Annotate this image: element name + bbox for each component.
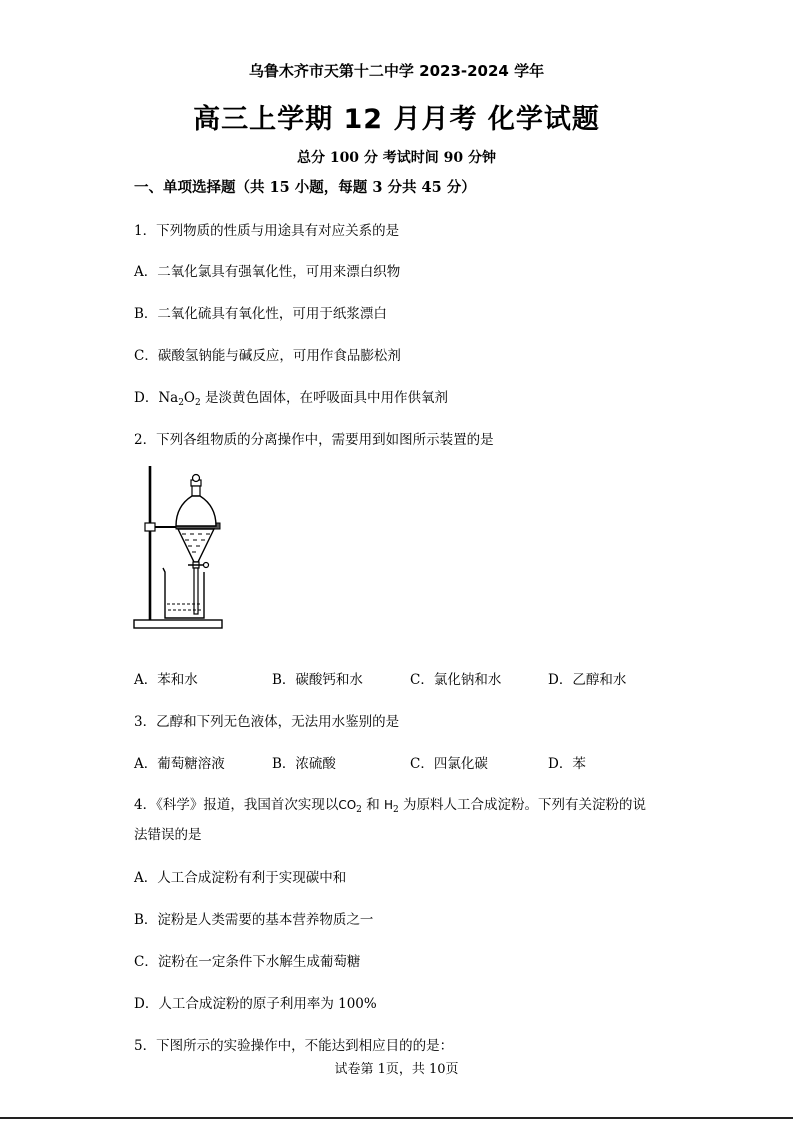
q4-stem: 4．《科学》报道，我国首次实现以$CO_2$ 和 $H_2$ 为原料人工合成淀粉。下列有关淀粉的说 [134, 797, 647, 815]
exam-title: 高三上学期 12 月月考 化学试题 [193, 104, 600, 135]
q3-option-d: D．苯 [548, 756, 586, 772]
co2-formula: CO [338, 798, 357, 812]
page-footer: 试卷第 1页，共 10页 [334, 1062, 459, 1077]
q4-stem-line2: 法错误的是 [134, 827, 202, 843]
clamp-boss [145, 523, 155, 531]
q1-option-b: B．二氧化硫具有氧化性，可用于纸浆漂白 [134, 306, 387, 322]
q2-option-c: C．氯化钠和水 [410, 672, 502, 688]
q3-options [134, 752, 694, 772]
q4-option-a: A．人工合成淀粉有利于实现碳中和 [134, 870, 347, 886]
q4-option-c: C．淀粉在一定条件下水解生成葡萄糖 [134, 954, 361, 970]
q3-option-c: C．四氯化碳 [410, 756, 488, 772]
q4-option-b: B．淀粉是人类需要的基本营养物质之一 [134, 912, 374, 928]
q2-option-d: D．乙醇和水 [548, 672, 627, 688]
q1-stem: 1．下列物质的性质与用途具有对应关系的是 [134, 223, 400, 239]
stand-base [134, 620, 222, 628]
q4-option-d: D．人工合成淀粉的原子利用率为 100% [134, 996, 377, 1012]
q1-option-a: A．二氧化氯具有强氧化性，可用来漂白织物 [134, 264, 401, 280]
q2-options [134, 668, 694, 688]
q5-stem: 5．下图所示的实验操作中，不能达到相应目的的是： [134, 1038, 454, 1054]
q3-stem: 3．乙醇和下列无色液体，无法用水鉴别的是 [134, 714, 400, 730]
q2-stem: 2．下列各组物质的分离操作中，需要用到如图所示装置的是 [134, 432, 494, 448]
section-heading: 一、单项选择题（共 15 小题，每题 3 分共 45 分） [134, 179, 476, 196]
h2-formula: H [384, 798, 394, 812]
q2-option-b: B．碳酸钙和水 [272, 672, 363, 688]
bottom-divider [0, 1117, 793, 1119]
funnel-upper [176, 496, 216, 526]
funnel-stem [194, 568, 198, 614]
q3-option-a: A．葡萄糖溶液 [134, 756, 225, 772]
exam-subtitle: 总分 100 分 考试时间 90 分钟 [296, 150, 497, 166]
q1-option-c: C．碳酸氢钠能与碱反应，可用作食品膨松剂 [134, 348, 401, 364]
q1-option-d: D．$Na_2O_2$ 是淡黄色固体，在呼吸面具中用作供氧剂 [134, 390, 449, 408]
separatory-funnel-apparatus [130, 462, 230, 634]
q3-option-b: B．浓硫酸 [272, 756, 336, 772]
school-name: 乌鲁木齐市天第十二中学 2023-2024 学年 [248, 62, 545, 80]
q2-option-a: A．苯和水 [134, 672, 198, 688]
